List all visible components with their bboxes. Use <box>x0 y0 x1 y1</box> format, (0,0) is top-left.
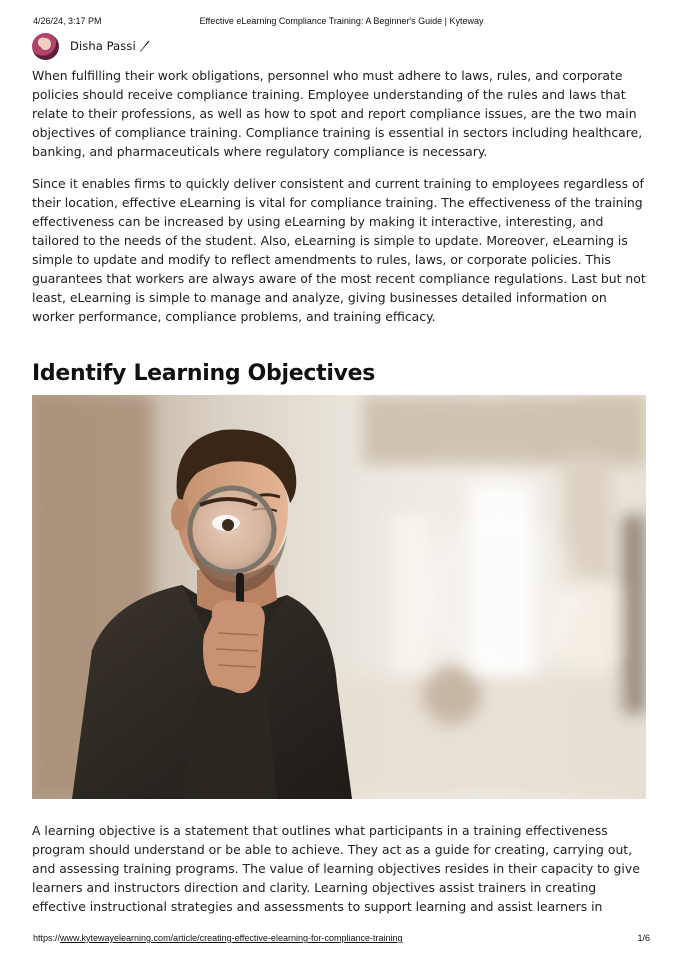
page-number: 1/6 <box>637 933 650 943</box>
print-footer <box>33 933 650 945</box>
author-byline <box>32 32 150 60</box>
article-paragraph-2: Since it enables firms to quickly deliver consistent and current training to employees regardless of their location, effective eLearning is vital for compliance training. The effectiveness of the training effectiveness can be increased by using eLearning by making it interactive, interesting, and tailored to the needs of the student. Also, eLearning is simple to update. Moreover, eLearning is simple to update and modify to reflect amendments to rules, laws, or corporate policies. This guarantees that workers are always aware of the most recent compliance regulations. Last but not least, eLearning is simple to manage and analyze, giving businesses detailed information on worker performance, compliance problems, and training efficacy. <box>32 176 646 324</box>
hero-image-man-with-magnifying-glass <box>32 395 646 799</box>
author-avatar[interactable] <box>32 33 59 60</box>
section-heading: Identify Learning Objectives <box>32 361 376 386</box>
hero-illustration <box>32 395 646 799</box>
author-name[interactable]: Disha Passi <box>70 39 136 53</box>
print-date: 4/26/24, 3:17 PM <box>33 16 102 26</box>
footer-url-link[interactable]: www.kytewayelearning.com/article/creating-effective-elearning-for-compliance-training <box>60 933 403 943</box>
footer-url-prefix: https:// <box>33 933 61 943</box>
article-paragraph-3: A learning objective is a statement that outlines what participants in a training effectiveness program should understand or be able to achieve. They act as a guide for creating, carrying out, and assessing training programs. The value of learning objectives resides in their capacity to give learners and instructors direction and clarity. Learning objectives assist trainers in creating effective instructional strategies and assessments to support learning and assist learners in <box>32 823 640 914</box>
article-paragraph-1: When fulfilling their work obligations, personnel who must adhere to laws, rules, and corporate policies should receive compliance training. Employee understanding of the rules and laws that relate to their professions, as well as how to spot and report compliance issues, are the two main objectives of compliance training. Compliance training is essential in sectors including healthcare, banking, and pharmaceuticals where regulatory compliance is necessary. <box>32 68 643 159</box>
print-header <box>33 16 650 28</box>
print-document-title: Effective eLearning Compliance Training: A Beginner's Guide | Kyteway <box>199 16 484 26</box>
pen-nib-icon <box>140 40 150 52</box>
